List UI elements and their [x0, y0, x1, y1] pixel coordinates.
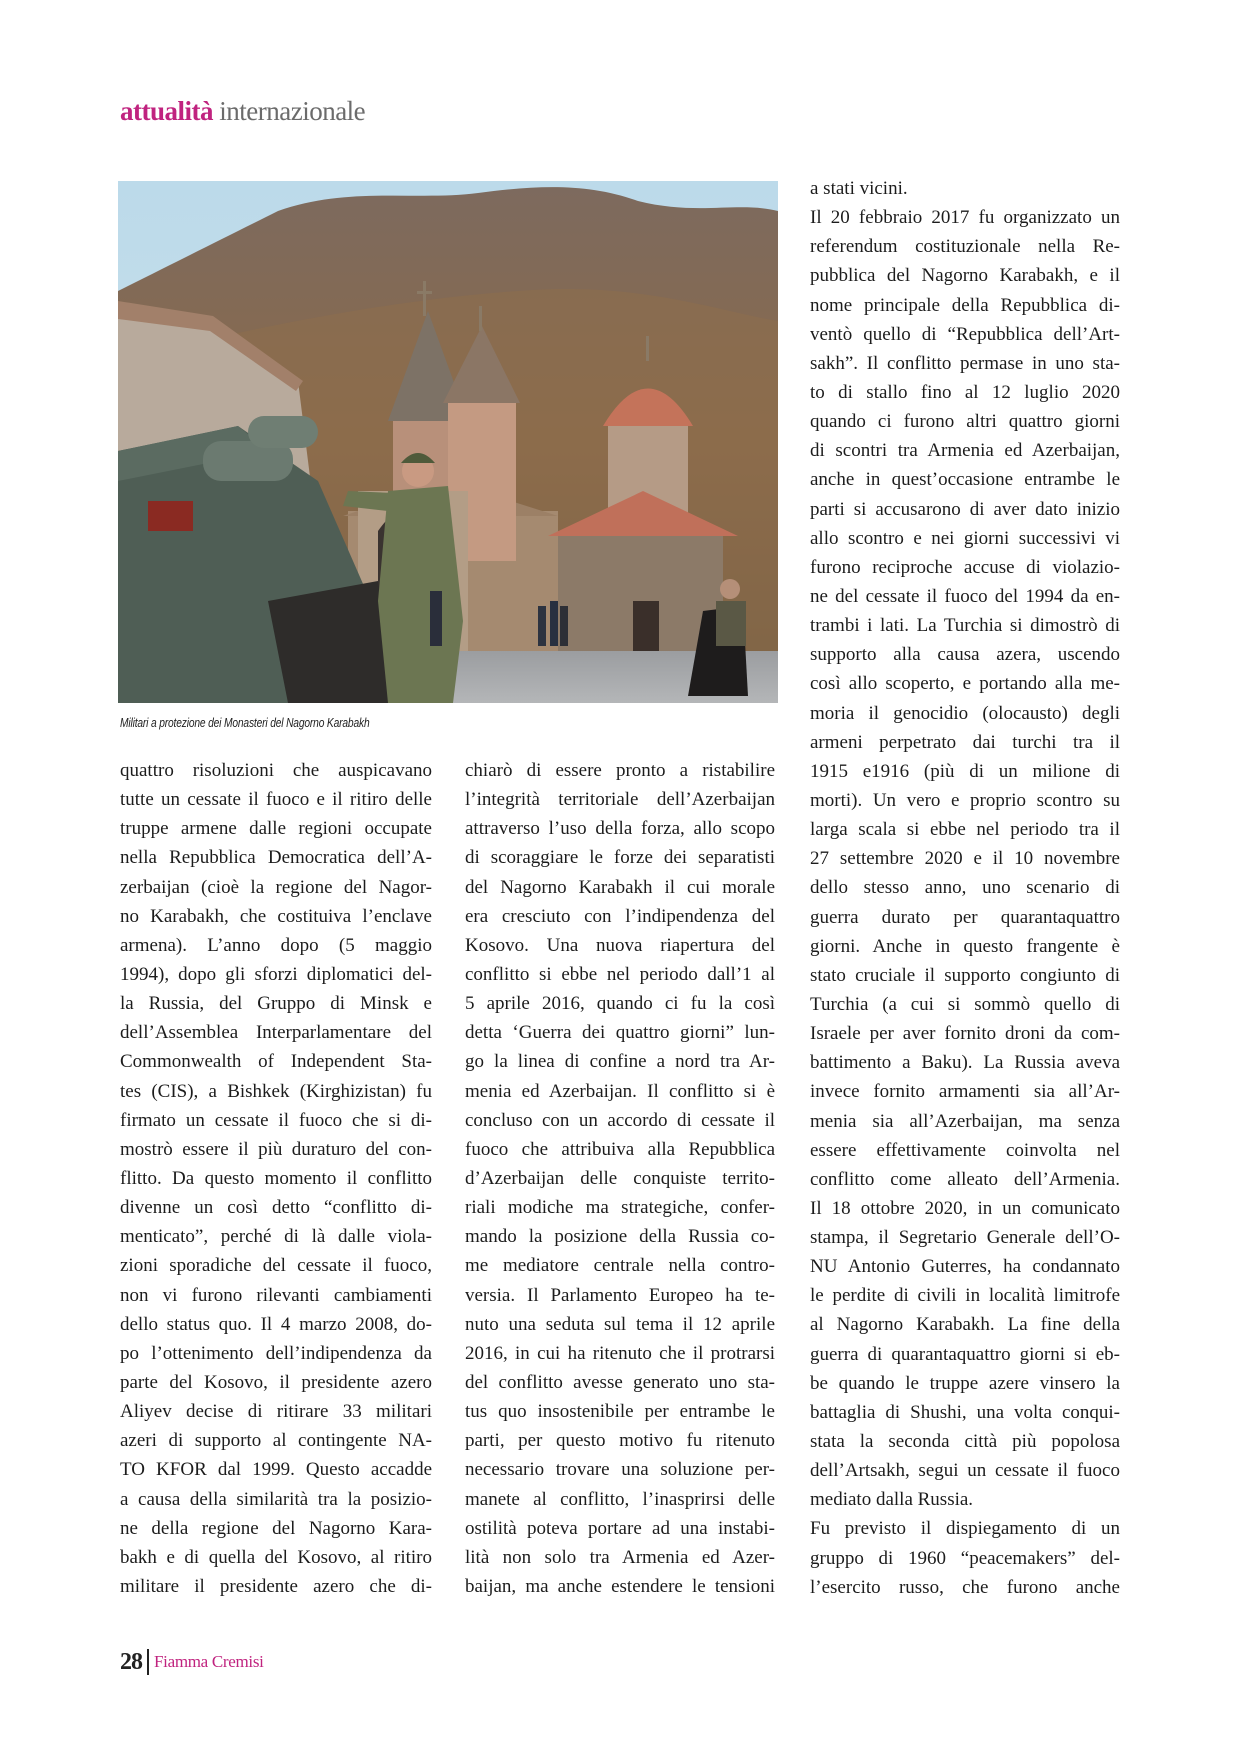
text-line: nella Repubblica Democratica dell’A-: [120, 847, 432, 869]
text-line: guerra di quarantaquattro giorni si eb-: [810, 1343, 1120, 1365]
text-line: morti). Un vero e proprio scontro su: [810, 789, 1120, 811]
text-line: parte del Kosovo, il presidente azero: [120, 1371, 432, 1393]
text-line: armena). L’anno dopo (5 maggio: [120, 934, 432, 956]
text-line: conflitto si ebbe nel periodo dall’1 al: [465, 963, 775, 985]
text-line: stampa, il Segretario Generale dell’O-: [810, 1227, 1120, 1249]
text-line: flitto. Da questo momento il conflitto: [120, 1167, 432, 1189]
section-header-rest: internazionale: [213, 96, 366, 126]
text-line: quattro risoluzioni che auspicavano: [120, 760, 432, 781]
text-line: tus quo insostenibile per entrambe le: [465, 1401, 775, 1423]
text-line: militare il presidente azero che di-: [120, 1575, 432, 1597]
text-line: tes (CIS), a Bishkek (Kirghizistan) fu: [120, 1080, 432, 1102]
text-line: versia. Il Parlamento Europeo ha te-: [465, 1284, 775, 1306]
text-line: ventò quello di “Repubblica dell’Art-: [810, 323, 1120, 345]
text-line: giorni. Anche in questo frangente è: [810, 935, 1120, 957]
text-line: dello status quo. Il 4 marzo 2008, do-: [120, 1313, 432, 1335]
text-line: dello stesso anno, uno scenario di: [810, 877, 1120, 899]
text-line: battimento a Baku). La Russia aveva: [810, 1052, 1120, 1074]
text-line: così allo scoperto, e portando alla me-: [810, 673, 1120, 695]
text-line: NU Antonio Guterres, ha condannato: [810, 1256, 1120, 1278]
text-line: Aliyev decise di ritirare 33 militari: [120, 1401, 432, 1423]
text-line: manete al conflitto, l’inasprirsi delle: [465, 1488, 775, 1510]
text-line: Turchia (a cui si sommò quello di: [810, 993, 1120, 1015]
text-line: armeni perpetrato dai turchi tra il: [810, 731, 1120, 753]
text-line: 1994), dopo gli sforzi diplomatici del-: [120, 963, 432, 985]
text-line: l’integrità territoriale dell’Azerbaijan: [465, 789, 775, 811]
text-line: divenne un così detto “conflitto di-: [120, 1197, 432, 1219]
text-line: zerbaijan (cioè la regione del Nagor-: [120, 876, 432, 898]
text-line: la Russia, del Gruppo di Minsk e: [120, 993, 432, 1015]
text-line: me mediatore centrale nella contro-: [465, 1255, 775, 1277]
text-line: TO KFOR dal 1999. Questo accadde: [120, 1459, 432, 1481]
text-line: Il 18 ottobre 2020, in un comunicato: [810, 1197, 1120, 1219]
text-line: Israele per aver fornito droni da com-: [810, 1023, 1120, 1045]
text-line: mostrò essere il più duraturo del con-: [120, 1138, 432, 1160]
text-line: no Karabakh, che costituiva l’enclave: [120, 905, 432, 927]
publication-name: Fiamma Cremisi: [154, 1652, 264, 1671]
text-line: moria il genocidio (olocausto) degli: [810, 702, 1120, 724]
article-column-3: [810, 174, 1120, 1602]
text-line: to di stallo fino al 12 luglio 2020: [810, 381, 1120, 403]
text-line: non vi furono rilevanti cambiamenti: [120, 1284, 432, 1306]
text-line: le perdite di civili in località limitrofe: [810, 1285, 1120, 1307]
text-line: lità non solo tra Armenia ed Azer-: [465, 1546, 775, 1568]
article-column-1: [120, 756, 432, 1601]
article-column-2: [465, 756, 775, 1601]
text-line: 5 aprile 2016, quando ci fu la così: [465, 993, 775, 1015]
text-line: ostilità poteva portare ad una instabi-: [465, 1517, 775, 1539]
text-line: Kosovo. Una nuova riapertura del: [465, 934, 775, 956]
text-line: supporto alla causa azera, uscendo: [810, 644, 1120, 666]
page-number: 28: [120, 1648, 142, 1675]
text-line: menia sia all’Azerbaijan, ma senza: [810, 1110, 1120, 1132]
text-line: attraverso l’uso della forza, allo scopo: [465, 818, 775, 840]
text-line: conflitto come alleato dell’Armenia.: [810, 1168, 1120, 1190]
text-line: invece fornito armamenti sia all’Ar-: [810, 1081, 1120, 1103]
text-line: anche in quest’occasione entrambe le: [810, 469, 1120, 491]
text-line: go la linea di confine a nord tra Ar-: [465, 1051, 775, 1073]
text-line: menia ed Azerbaijan. Il conflitto si è: [465, 1080, 775, 1102]
text-line: dell’Artsakh, segui un cessate il fuoco: [810, 1460, 1120, 1482]
text-line: azeri di supporto al contingente NA-: [120, 1430, 432, 1452]
text-line: trambi i lati. La Turchia si dimostrò di: [810, 615, 1120, 637]
text-line: 2016, in cui ha ritenuto che il protrarsi: [465, 1342, 775, 1364]
text-line: concluso con un accordo di cessate il: [465, 1109, 775, 1131]
text-line: a causa della similarità tra la posizio-: [120, 1488, 432, 1510]
text-line: dell’Assemblea Interparlamentare del: [120, 1022, 432, 1044]
text-line: firmato un cessate il fuoco che si di-: [120, 1109, 432, 1131]
page-footer: [120, 1648, 264, 1676]
text-line: del Nagorno Karabakh il cui morale: [465, 876, 775, 898]
text-line: riali modiche ma strategiche, confer-: [465, 1197, 775, 1219]
text-line: essere effettivamente coinvolta nel: [810, 1139, 1120, 1161]
text-line: battaglia di Shushi, una volta conqui-: [810, 1401, 1120, 1423]
text-line: l’esercito russo, che furono anche: [810, 1576, 1120, 1598]
text-line: zioni sporadiche del cessate il fuoco,: [120, 1255, 432, 1277]
text-line: larga scala si ebbe nel periodo tra il: [810, 819, 1120, 841]
text-line: di scoraggiare le forze dei separatisti: [465, 847, 775, 869]
text-line: detta ‘Guerra dei quattro giorni” lun-: [465, 1022, 775, 1044]
text-line: fuoco che attribuiva alla Repubblica: [465, 1138, 775, 1160]
text-line: 27 settembre 2020 e il 10 novembre: [810, 848, 1120, 870]
text-line: era cresciuto con l’indipendenza del: [465, 905, 775, 927]
text-line: Il 20 febbraio 2017 fu organizzato un: [810, 207, 1120, 229]
text-line: al Nagorno Karabakh. La fine della: [810, 1314, 1120, 1336]
text-line: quando ci furono altri quattro giorni: [810, 411, 1120, 433]
text-line: gruppo di 1960 “peacemakers” del-: [810, 1547, 1120, 1569]
text-line: ne della regione del Nagorno Kara-: [120, 1517, 432, 1539]
photo-caption: Militari a protezione dei Monasteri del Nagorno Karabakh: [120, 716, 370, 730]
article-photo: [118, 181, 778, 703]
text-line: furono reciproche accuse di violazio-: [810, 556, 1120, 578]
text-line: guerra durato per quarantaquattro: [810, 906, 1120, 928]
text-line: referendum costituzionale nella Re-: [810, 236, 1120, 258]
text-line: sakh”. Il conflitto permase in uno sta-: [810, 352, 1120, 374]
text-line: pubblica del Nagorno Karabakh, e il: [810, 265, 1120, 287]
text-line: parti, per questo motivo fu ritenuto: [465, 1430, 775, 1452]
text-line: parti si accusarono di aver dato inizio: [810, 498, 1120, 520]
text-line: allo scontro e nei giorni successivi vi: [810, 527, 1120, 549]
footer-divider: [147, 1649, 149, 1675]
text-line: be quando le truppe azere vinsero la: [810, 1372, 1120, 1394]
text-line: a stati vicini.: [810, 178, 908, 199]
text-line: menticato”, perché di là dalle viola-: [120, 1226, 432, 1248]
text-line: nome principale della Repubblica di-: [810, 294, 1120, 316]
text-line: mando la posizione della Russia co-: [465, 1226, 775, 1248]
text-line: necessario trovare una soluzione per-: [465, 1459, 775, 1481]
text-line: del conflitto avesse generato uno sta-: [465, 1371, 775, 1393]
text-line: chiarò di essere pronto a ristabilire: [465, 760, 775, 781]
text-line: stata la seconda città più popolosa: [810, 1431, 1120, 1453]
text-line: bakh e di quella del Kosovo, al ritiro: [120, 1546, 432, 1568]
text-line: 1915 e1916 (più di un milione di: [810, 760, 1120, 782]
section-header-accent: attualità: [120, 96, 213, 126]
text-line: Fu previsto il dispiegamento di un: [810, 1518, 1120, 1540]
text-line: tutte un cessate il fuoco e il ritiro delle: [120, 789, 432, 811]
text-line: Commonwealth of Independent Sta-: [120, 1051, 432, 1073]
text-line: po l’ottenimento dell’indipendenza da: [120, 1342, 432, 1364]
monastery-photo-illustration: [118, 181, 778, 703]
text-line: mediato dalla Russia.: [810, 1489, 974, 1511]
section-header: [120, 96, 365, 127]
text-line: nuto una seduta sul tema il 12 aprile: [465, 1313, 775, 1335]
text-line: ne del cessate il fuoco del 1994 da en-: [810, 585, 1120, 607]
text-line: truppe armene dalle regioni occupate: [120, 818, 432, 840]
text-line: di scontri tra Armenia ed Azerbaijan,: [810, 440, 1120, 462]
text-line: d’Azerbaijan delle conquiste territo-: [465, 1167, 775, 1189]
text-line: baijan, ma anche estendere le tensioni: [465, 1575, 775, 1597]
text-line: stato cruciale il supporto congiunto di: [810, 964, 1120, 986]
